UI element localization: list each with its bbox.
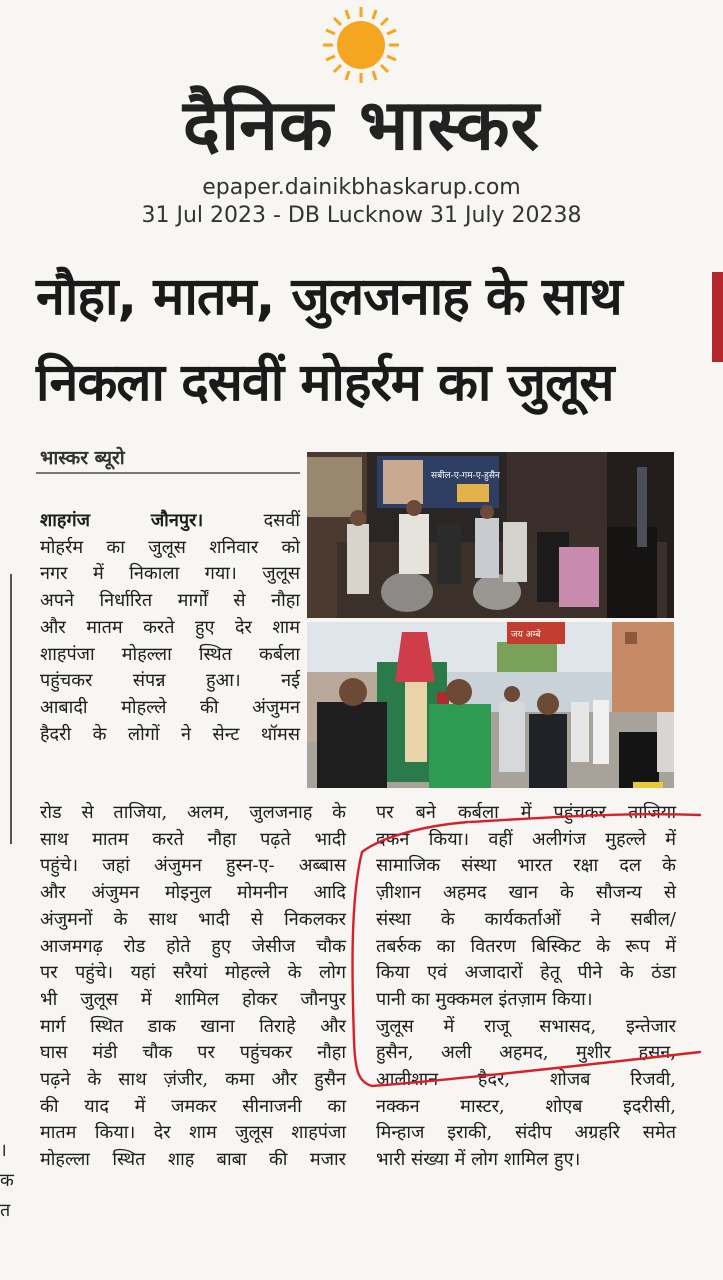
sun-logo-icon xyxy=(322,5,400,85)
dateline-lead: शाहगंज जौनपुर। xyxy=(40,510,204,531)
text-line: पर पहुंचे। यहां सरैयां मोहल्ले के लोग xyxy=(40,962,346,984)
photo-sabil-stall xyxy=(307,452,674,618)
edition-dateline: 31 Jul 2023 - DB Lucknow 31 July 20238 xyxy=(141,203,582,228)
headline-accent-bar xyxy=(712,272,723,362)
text-line: नक्कन मास्टर, शोएब इदरीसी, xyxy=(376,1095,676,1117)
text-line: पहुंचकर संपन्न हुआ। नई xyxy=(40,670,300,692)
text-line: शाहगंज जौनपुर। दसवीं xyxy=(40,510,300,531)
text-line: पहुंचे। जहां अंजुमन हुस्न-ए- अब्बास xyxy=(40,855,346,877)
text-line: शाहपंजा मोहल्ला स्थित कर्बला xyxy=(40,643,300,665)
text-line: पढ़ने के साथ ज़ंजीर, कमा और हुसैन xyxy=(40,1069,346,1091)
headline-line-1: नौहा, मातम, जुलजनाह के साथ xyxy=(36,267,622,327)
epaper-url[interactable]: epaper.dainikbhaskarup.com xyxy=(202,175,521,200)
text-line: मार्ग स्थित डाक खाना तिराहे और xyxy=(40,1015,346,1037)
text-line: आलीशान हैदर, शोजब रिजवी, xyxy=(376,1069,676,1091)
text-line: मोहर्रम का जुलूस शनिवार को xyxy=(40,536,300,558)
text-line: जुलूस में राजू सभासद, इन्तेजार xyxy=(376,1015,676,1037)
text-line: नगर में निकाला गया। जुलूस xyxy=(40,563,300,585)
text-line: और अंजुमन मोइनुल मोमनीन आदि xyxy=(40,882,346,904)
text-line: ज़ीशान अहमद खान के सौजन्य से xyxy=(376,882,676,904)
adjacent-text-fragment: क xyxy=(0,1170,14,1191)
text-line: संस्था के कार्यकर्ताओं ने सबील/ xyxy=(376,908,676,930)
text-line: सामाजिक संस्था भारत रक्षा दल के xyxy=(376,855,676,877)
article-column-1 xyxy=(40,508,300,748)
text-line: और मातम करते हुए देर शाम xyxy=(40,616,300,638)
text-line: किया एवं अजादारों हेतू पीने के ठंडा xyxy=(376,962,676,984)
text-line: मोहल्ला स्थित शाह बाबा की मजार xyxy=(40,1149,346,1171)
text-line: मातम किया। देर शाम जुलूस शाहपंजा xyxy=(40,1122,346,1144)
text-line: भी जुलूस में शामिल होकर जौनपुर xyxy=(40,988,346,1010)
article-column-3 xyxy=(376,800,676,1174)
byline: भास्कर ब्यूरो xyxy=(40,447,125,469)
adjacent-text-fragment: त xyxy=(0,1200,11,1221)
text-line: की याद में जमकर सीनाजनी का xyxy=(40,1095,346,1117)
text-line: भारी संख्या में लोग शामिल हुए। xyxy=(376,1149,581,1171)
text-line: हुसैन, अली अहमद, मुशीर हसन, xyxy=(376,1042,676,1064)
text-line: पर बने कर्बला में पहुंचकर ताजिया xyxy=(376,802,676,823)
photo-procession xyxy=(307,622,674,788)
text-line: अंजुमनों के साथ भादी से निकलकर xyxy=(40,908,346,930)
newspaper-brand: दैनिक भास्कर xyxy=(182,84,541,166)
text-line: साथ मातम करते नौहा पढ़ते भादी xyxy=(40,828,346,850)
article-column-2 xyxy=(40,800,346,1174)
adjacent-article-border xyxy=(0,574,12,844)
text-line: अपने निर्धारित मार्गों से नौहा xyxy=(40,590,300,612)
text-line: घास मंडी चौक पर पहुंचकर नौहा xyxy=(40,1042,346,1064)
text-line: हैदरी के लोगों ने सेन्ट थॉमस xyxy=(40,723,300,745)
text-line: तबर्रुक का वितरण बिस्किट के रूप में xyxy=(376,935,676,957)
byline-divider xyxy=(36,472,300,474)
text-line: आजमगढ़ रोड होते हुए जेसीज चौक xyxy=(40,935,346,957)
shop-sign-text: जय अम्बे xyxy=(511,630,541,640)
headline-line-2: निकला दसवीं मोहर्रम का जुलूस xyxy=(36,353,614,413)
text-line: आबादी मोहल्ले की अंजुमन xyxy=(40,696,300,718)
text-line: मिन्हाज इराकी, संदीप अग्रहरि समेत xyxy=(376,1122,676,1144)
text-line: दफन किया। वहीं अलीगंज मुहल्ले में xyxy=(376,828,676,850)
text-line: रोड से ताजिया, अलम, जुलजनाह के xyxy=(40,802,346,823)
adjacent-text-fragment: । xyxy=(0,1140,7,1161)
text-line: पानी का मुक्कमल इंतज़ाम किया। xyxy=(376,988,593,1010)
banner-text: सबील-ए-गम-ए-हुसैन xyxy=(431,471,500,481)
